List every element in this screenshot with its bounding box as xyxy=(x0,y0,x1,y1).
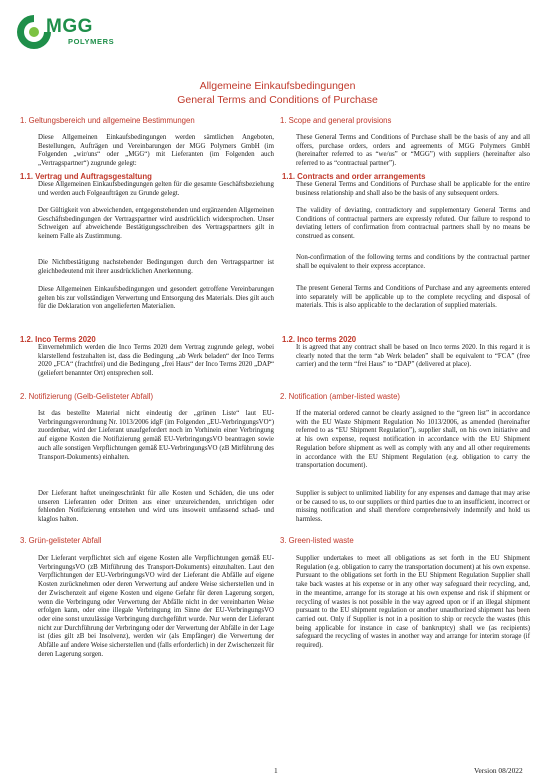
section-3-heading-en: 3. Green-listed waste xyxy=(280,536,354,545)
s11-p2-en: The validity of deviating, contradictory and supplementary General Terms and Conditions of contractual partners are expressly refuted. Our failure to respond to deviating letters of confirmation from contractual partners shall by no means be construed as consent. xyxy=(296,207,530,241)
logo-sub: POLYMERS xyxy=(68,37,115,46)
section-2-heading-de: 2. Notifizierung (Gelb-Gelisteter Abfall) xyxy=(20,392,154,401)
mgg-logo xyxy=(14,10,124,52)
section-1-2-heading-en: 1.2. Inco terms 2020 xyxy=(282,335,357,344)
s3-p1-en: Supplier undertakes to meet all obligations as set forth in the EU Shipment Regulation (e.g. obligation to carry the transportation document) at his own expense. Pursuant to the obligations set forth in the EU Shipment Regulation Supplier shall take back wastes at his expense or in any other way safeguard their recycling, and, in the meantime, arrange for its storage at his own expense and risk if shipment or recycling of wastes is not possible in the way agreed upon or if an illegal shipment pursuant to the EU shipment regulation or another unauthorized shipment has been carried out. Only if Supplier is not in a position to ship or recycle the wastes (this being applicable for instance in case of bankruptcy) shall we (as recipients) safeguard the recycling of wastes in another way and arrange for interim storage (if required). xyxy=(296,555,530,650)
page-number: 1 xyxy=(274,766,278,775)
s2-p2-de: Der Lieferant haftet uneingeschränkt für alle Kosten und Schäden, die uns oder unseren Lieferanten oder Dritten aus einer unzureichenden, unrichtigen oder fehlenden Notifizierung entstehen und wird uns insoweit umfassend schad- und klaglos halten. xyxy=(38,490,274,524)
s2-p1-en: If the material ordered cannot be clearly assigned to the “green list” in accordance with the EU Waste Shipment Regulation No 1013/2006, as amended (hereinafter referred to as “EU Shipment Regulation”), supplier shall, on his own initiative and at his own expense, request notification in accordance with the EU Shipment Regulation before shipment as well as comply with any and all other requirements in accordance with the EU Shipment Regulation (e.g. obligation to carry the transportation document). xyxy=(296,410,530,470)
section-2-heading-en: 2. Notification (amber-listed waste) xyxy=(280,392,401,401)
s11-p3-de: Die Nichtbestätigung nachstehender Bedingungen durch den Vertragspartner ist gleichbedeutend mit ihrer ausdrücklichen Anerkennung. xyxy=(38,259,274,275)
s1-intro-de: Diese Allgemeinen Einkaufsbedingungen werden sämtlichen Angeboten, Bestellungen, Aufträgen und Vereinbarungen der MGG Polymers GmbH (im Folgenden „wir/uns“ oder „MGG“) mit Lieferanten (im Folgenden auch „Vertragspartner“) zugrunde gelegt: xyxy=(38,134,274,168)
s12-p-de: Einvernehmlich werden die Inco Terms 2020 dem Vertrag zugrunde gelegt, wobei klarstellend festzuhalten ist, dass die Bedingung „ab Werk beladen“ der Inco Terms 2020 „FCA“ (frachtfrei) und die Bedingung „frei Haus“ der Inco Terms 2020 „DAP“ (geliefert benannter Ort) entsprechen soll. xyxy=(38,344,274,378)
logo-brand: MGG xyxy=(46,16,93,37)
section-1-heading-de: 1. Geltungsbereich und allgemeine Bestimmungen xyxy=(20,116,195,125)
s11-p3-en: Non-confirmation of the following terms and conditions by the contractual partner shall be equivalent to their express acceptance. xyxy=(296,254,530,270)
section-1-1-heading-de: 1.1. Vertrag und Auftragsgestaltung xyxy=(20,172,152,181)
s11-p1-de: Diese Allgemeinen Einkaufsbedingungen gelten für die gesamte Geschäftsbeziehung und werden auch Folgeaufträgen zu Grunde gelegt. xyxy=(38,181,274,197)
s2-p1-de: Ist das bestellte Material nicht eindeutig der „grünen Liste“ laut EU-Verbringungsverordnung Nr. 1013/2006 idgF (im Folgenden „EU-VerbringungsVO“) zuordenbar, wird der Lieferant unaufgefordert noch im Vorhinein einer Verbringung auf eigene Kosten die Notifizierung gemäß EU-VerbringungsVO beantragen sowie auch alle sonstigen Verpflichtungen gemäß EU-VerbringungsVO (zB Mitführung des Transport-Dokuments) einhalten. xyxy=(38,410,274,461)
section-1-2-heading-de: 1.2. Inco Terms 2020 xyxy=(20,335,96,344)
s3-p1-de: Der Lieferant verpflichtet sich auf eigene Kosten alle Verpflichtungen gemäß EU-VerbringungsVO (zB Mitführung des Transport-Dokuments) einzuhalten. Laut den Verpflichtungen der EU-VerbringungsVO wird der Lieferant die Abfälle auf eigene Kosten zurücknehmen oder deren Verwertung auf andere Weise sicherstellen und in der Zwischenzeit auf eigene Kosten und eigene Gefahr für deren Lagerung sorgen, wenn die Verbringung oder Verwertung der Abfälle nicht in der vereinbarten Weise erfolgen kann, oder eine illegale Verbringung im Sinne der EU-VerbringungsVO oder eine sonst unzulässige Verbringung durchgeführt wurde. Nur wenn der Lieferant nicht zur Durchführung der Verbringung oder der Verwertung der Abfälle in der Lage ist (dies gilt zB bei Insolvenz), werden wir (als Empfänger) die Verwertung der Abfälle auf andere Weise sicherstellen und (falls erforderlich) in der Zwischenzeit für deren Lagerung sorgen. xyxy=(38,555,274,658)
section-1-heading-en: 1. Scope and general provisions xyxy=(280,116,392,125)
s1-intro-en: These General Terms and Conditions of Purchase shall be the basis of any and all offers, purchase orders, orders and agreements of MGG Polymers GmbH (hereinafter referred to as “we/us” or “MGG”) with suppliers (hereinafter also referred to as “contractual partner”). xyxy=(296,134,530,168)
title-de: Allgemeine Einkaufsbedingungen xyxy=(199,80,356,92)
title-en: General Terms and Conditions of Purchase xyxy=(177,94,378,106)
s11-p1-en: These General Terms and Conditions of Purchase shall be applicable for the entire business relationship and shall also be the basis of any subsequent orders. xyxy=(296,181,530,197)
s11-p4-de: Diese Allgemeinen Einkaufsbedingungen und gesondert getroffene Vereinbarungen gelten bis zur vollständigen Verwertung und Entsorgung des Materials. Dies gilt auch für die Deklaration von angelieferten Materialien. xyxy=(38,286,274,311)
section-3-heading-de: 3. Grün-gelisteter Abfall xyxy=(20,536,102,545)
s2-p2-en: Supplier is subject to unlimited liability for any expenses and damage that may arise or be caused to us, to our suppliers or third parties due to an insufficient, incorrect or missing notification and shall therefore comprehensively indemnify and hold us harmless. xyxy=(296,490,530,524)
section-1-1-heading-en: 1.1. Contracts and order arrangements xyxy=(282,172,426,181)
s11-p4-en: The present General Terms and Conditions of Purchase and any agreements entered into separately will be applicable up to the complete recycling and disposal of materials. This is also applicable to the declaration of supplied materials. xyxy=(296,285,530,310)
s12-p-en: It is agreed that any contract shall be based on Inco terms 2020. In this regard it is clearly noted that the term “ab Werk beladen” shall be equivalent to “FCA” (free carrier) and the term “frei Haus” to “DAP” (delivered at place). xyxy=(296,344,530,369)
version-label: Version 08/2022 xyxy=(474,766,523,775)
s11-p2-de: Der Gültigkeit von abweichenden, entgegenstehenden und ergänzenden Allgemeinen Geschäftsbedingungen der Vertragspartner wird ausdrücklich widersprochen. Unser Schweigen auf abweichende Bestätigungsschreiben des Vertragspartners gilt in keinem Falle als Zustimmung. xyxy=(38,207,274,241)
